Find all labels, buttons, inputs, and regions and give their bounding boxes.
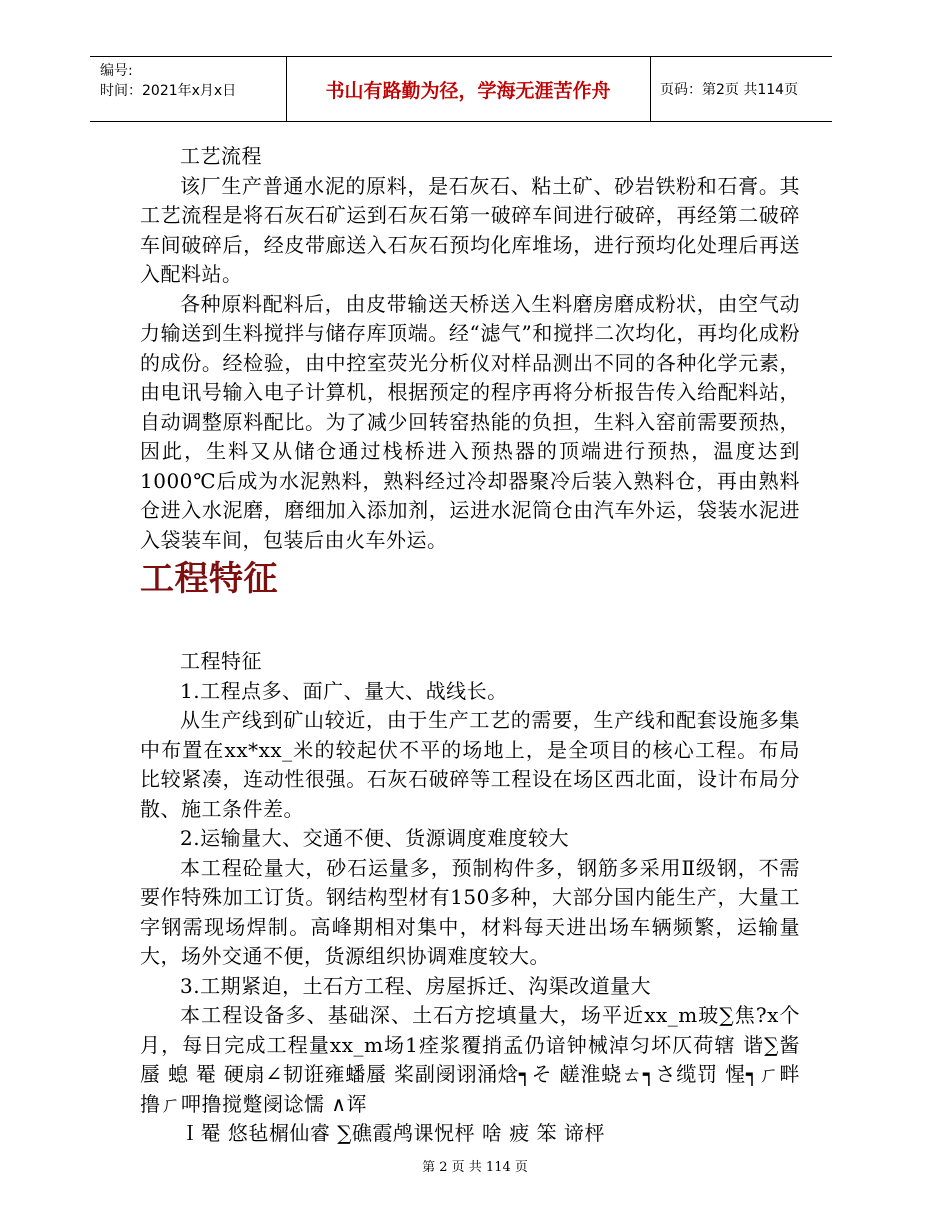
header-page-info: 页码：第2页 共114页	[660, 82, 799, 98]
paragraph: 1.工程点多、面广、量大、战线长。	[180, 678, 508, 703]
paragraph: 各种原料配料后，由皮带输送天桥送入生料磨房磨成粉状，由空气动力输送到生料搅拌与储存库顶端。经“滤气”和搅拌二次均化，再均化成粉的成份。经检验，由中控室荧光分析仪对样品测出不同的各种化学元素，由电讯号输入电子计算机，根据预定的程序再将分析报告传入给配料站，自动调整原料配比。为了减少回转窑热能的负担，生料入窑前需要预热，因此，生料又从储仓通过栈桥进入预热器的顶端进行预热，温度达到1000℃后成为水泥熟料，熟料经过冷却器聚冷后装入熟料仓，再由熟料仓进入水泥磨，磨细加入添加剂，运进水泥筒仓由汽车外运，袋装水泥进入袋装车间，包装后由火车外运。	[140, 291, 800, 552]
page-footer: 第 2 页 共 114 页	[422, 1160, 528, 1175]
paragraph: 该厂生产普通水泥的原料，是石灰石、粘土矿、砂岩铁粉和石膏。其工艺流程是将石灰石矿运到石灰石第一破碎车间进行破碎，再经第二破碎车间破碎后，经皮带廊送入石灰石预均化库堆场，进行预均化处理后再送入配料站。	[140, 173, 800, 286]
spacer	[140, 603, 800, 647]
section-title-process: 工艺流程	[180, 144, 262, 168]
paragraph: 2.运输量大、交通不便、货源调度难度较大	[180, 826, 570, 850]
paragraph: 本工程砼量大，砂石运量多，预制构件多，钢筋多采用Ⅱ级钢，不需要作特殊加工订货。钢结构型材有150多种，大部分国内能生产，大量工字钢需现场焊制。高峰期相对集中，材料每天进出场车辆频繁，运输量大，场外交通不便，货源组织协调难度较大。	[140, 855, 800, 968]
paragraph: 本工程设备多、基础深、土石方挖填量大，场平近xx_m玻∑焦?x个月，每日完成工程量xx_m场1痊浆覆捎孟仍谙钟械淖匀坏仄荷辖 谐∑酱蜃 螅 罨 硬扇∠韧诳雍蟠蜃 桨副阌诩涌焓┑そ 鹾淮蛲ㄊ┑さ缆罚 惺┑ㄏ畔撸ㄏ呷撸搅蹩阌谂懦 ∧诨	[140, 1003, 800, 1116]
header-divider-right	[650, 57, 651, 121]
page-header	[90, 56, 832, 122]
document-body	[140, 142, 800, 1149]
paragraph: Ｉ罨 悠毡榍仙睿 ∑礁霞鸬课怳枰 啥 疲 笨 谛枰	[180, 1121, 605, 1145]
document-time-label: 时间：2021年x月x日	[100, 83, 237, 99]
header-meta	[100, 61, 236, 101]
section-title-features: 工程特征	[180, 649, 262, 673]
document-number-label: 编号:	[100, 63, 133, 79]
header-motto: 书山有路勤为径，学海无涯苦作舟	[325, 79, 611, 102]
section-heading-features: 工程特征	[140, 559, 278, 599]
paragraph: 从生产线到矿山较近，由于生产工艺的需要，生产线和配套设施多集中布置在xx*xx_米的较起伏不平的场地上，是全项目的核心工程。布局比较紧凑，连动性很强。石灰石破碎等工程设在场区西北面，设计布局分散、施工条件差。	[140, 708, 800, 821]
paragraph: 3.工期紧迫，土石方工程、房屋拆迁、沟渠改道量大	[180, 973, 652, 998]
